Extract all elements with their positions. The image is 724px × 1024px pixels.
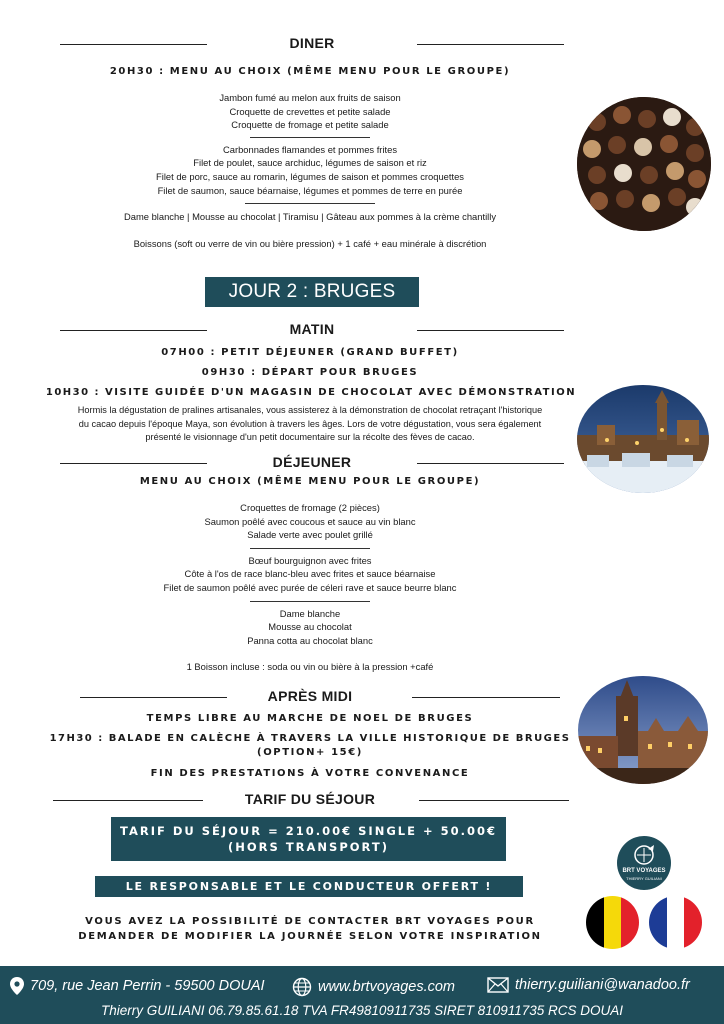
footer-website[interactable] <box>292 977 455 997</box>
bruges-tower-photo <box>578 676 708 784</box>
diner-header <box>0 35 724 55</box>
bruges-market-photo <box>577 385 709 493</box>
tarif-box <box>111 817 506 861</box>
apres-midi-heading: APRÈS MIDI <box>267 688 353 704</box>
tarif-heading: TARIF DU SÉJOUR <box>244 791 376 807</box>
menu-divider <box>250 137 370 138</box>
menu-item: Filet de poulet, sauce archiduc, légumes de saison et riz <box>193 157 427 169</box>
menu-item: Croquette de crevettes et petite salade <box>229 105 391 117</box>
menu-desserts: Dame blanche | Mousse au chocolat | Tiramisu | Gâteau aux pommes à la crème chantilly <box>123 211 497 223</box>
tarif-price: TARIF DU SÉJOUR = 210.00€ SINGLE + 50.00€ <box>120 824 497 838</box>
logo-subname: THIERRY GUILIANI <box>626 876 662 881</box>
menu-item: Filet de saumon poêlé avec purée de céleri rave et sauce beurre blanc <box>163 581 457 593</box>
footer-address <box>10 977 265 995</box>
dejeuner-heading: DÉJEUNER <box>272 454 352 470</box>
dejeuner-menu <box>40 501 580 674</box>
apres-midi-line: TEMPS LIBRE AU MARCHE DE NOEL DE BRUGES <box>146 713 474 724</box>
divider-line <box>60 330 207 331</box>
offer-box: LE RESPONSABLE ET LE CONDUCTEUR OFFERT ! <box>95 876 523 897</box>
menu-item: Salade verte avec poulet grillé <box>247 529 373 541</box>
divider-line <box>80 697 227 698</box>
menu-item: Jambon fumé au melon aux fruits de saison <box>219 92 401 103</box>
matin-line: 10H30 : VISITE GUIDÉE D'UN MAGASIN DE CHOCOLAT AVEC DÉMONSTRATION <box>45 387 577 398</box>
description-line: Hormis la dégustation de pralines artisanales, vous assisterez à la démonstration de chocolat retraçant l'historique <box>77 405 543 415</box>
footer <box>0 966 724 1024</box>
menu-item: Bœuf bourguignon avec frites <box>248 554 372 566</box>
matin-line: 09H30 : DÉPART POUR BRUGES <box>201 367 419 378</box>
tarif-note: (HORS TRANSPORT) <box>228 840 389 854</box>
france-flag-icon <box>649 896 702 949</box>
divider-line <box>60 44 207 45</box>
divider-line <box>412 697 560 698</box>
apres-midi-line: 17H30 : BALADE EN CALÈCHE À TRAVERS LA VILLE HISTORIQUE DE BRUGES <box>49 733 571 744</box>
contact-line: DEMANDER DE MODIFIER LA JOURNÉE SELON VOTRE INSPIRATION <box>78 931 542 942</box>
dejeuner-subtitle: MENU AU CHOIX (MÊME MENU POUR LE GROUPE) <box>139 476 481 487</box>
menu-item: Filet de saumon, sauce béarnaise, légumes et pommes de terre en purée <box>157 184 463 196</box>
menu-item: Dame blanche <box>279 607 341 619</box>
dejeuner-header <box>0 454 724 474</box>
divider-line <box>417 44 564 45</box>
address-text: 709, rue Jean Perrin - 59500 DOUAI <box>30 978 265 994</box>
menu-item: Mousse au chocolat <box>268 621 352 633</box>
menu-item: Carbonnades flamandes et pommes frites <box>222 143 398 155</box>
description-line: présenté le visionnage d'un petit documentaire sur la récolte des fèves de cacao. <box>145 432 475 443</box>
menu-divider <box>250 601 370 602</box>
divider-line <box>60 463 207 464</box>
divider-line <box>419 800 569 801</box>
envelope-icon <box>487 977 509 993</box>
day-banner: JOUR 2 : BRUGES <box>205 277 419 307</box>
apres-midi-line: (OPTION+ 15€) <box>257 747 363 758</box>
legal-info: Thierry GUILIANI 06.79.85.61.18 TVA FR49810911735 SIRET 810911735 RCS DOUAI <box>100 1003 624 1018</box>
footer-email[interactable] <box>487 977 690 993</box>
divider-line <box>53 800 203 801</box>
menu-drinks: Boissons (soft ou verre de vin ou bière pression) + 1 café + eau minérale à discrétion <box>133 237 487 249</box>
apres-midi-line: FIN DES PRESTATIONS À VOTRE CONVENANCE <box>150 768 470 779</box>
menu-drinks: 1 Boisson incluse : soda ou vin ou bière à la pression +café <box>186 661 434 673</box>
menu-item: Croquettes de fromage (2 pièces) <box>240 502 380 513</box>
logo-emblem-icon <box>617 840 671 870</box>
menu-divider <box>250 548 370 549</box>
menu-item: Côte à l'os de race blanc-bleu avec frites et sauce béarnaise <box>184 568 436 580</box>
tarif-header <box>0 791 724 811</box>
email-link[interactable]: thierry.guiliani@wanadoo.fr <box>515 977 690 993</box>
menu-divider <box>245 203 375 204</box>
menu-item: Filet de porc, sauce au romarin, légumes de saison et pommes croquettes <box>156 170 464 182</box>
matin-line: 07H00 : PETIT DÉJEUNER (GRAND BUFFET) <box>161 347 459 358</box>
matin-heading: MATIN <box>289 321 335 337</box>
menu-item: Panna cotta au chocolat blanc <box>247 634 373 646</box>
diner-subtitle: 20H30 : MENU AU CHOIX (MÊME MENU POUR LE GROUPE) <box>109 66 511 77</box>
diner-menu <box>40 91 580 250</box>
menu-item: Croquette de fromage et petite salade <box>231 119 389 131</box>
brt-logo <box>617 836 671 890</box>
globe-icon <box>292 977 312 997</box>
description-line: du cacao depuis l'époque Maya, son évolution à travers les âges. Lors de votre dégustation, vous sera également <box>78 418 542 429</box>
chocolates-photo <box>577 97 711 231</box>
belgium-flag-icon <box>586 896 639 949</box>
matin-header <box>0 321 724 341</box>
diner-heading: DINER <box>289 35 335 51</box>
map-pin-icon <box>10 977 24 995</box>
matin-description <box>30 404 590 445</box>
divider-line <box>417 463 564 464</box>
divider-line <box>417 330 564 331</box>
contact-line: VOUS AVEZ LA POSSIBILITÉ DE CONTACTER BRT VOYAGES POUR <box>85 916 535 927</box>
logo-name: BRT VOYAGES <box>622 868 666 874</box>
website-link[interactable]: www.brtvoyages.com <box>318 979 455 995</box>
menu-item: Saumon poêlé avec coucous et sauce au vin blanc <box>204 515 416 527</box>
